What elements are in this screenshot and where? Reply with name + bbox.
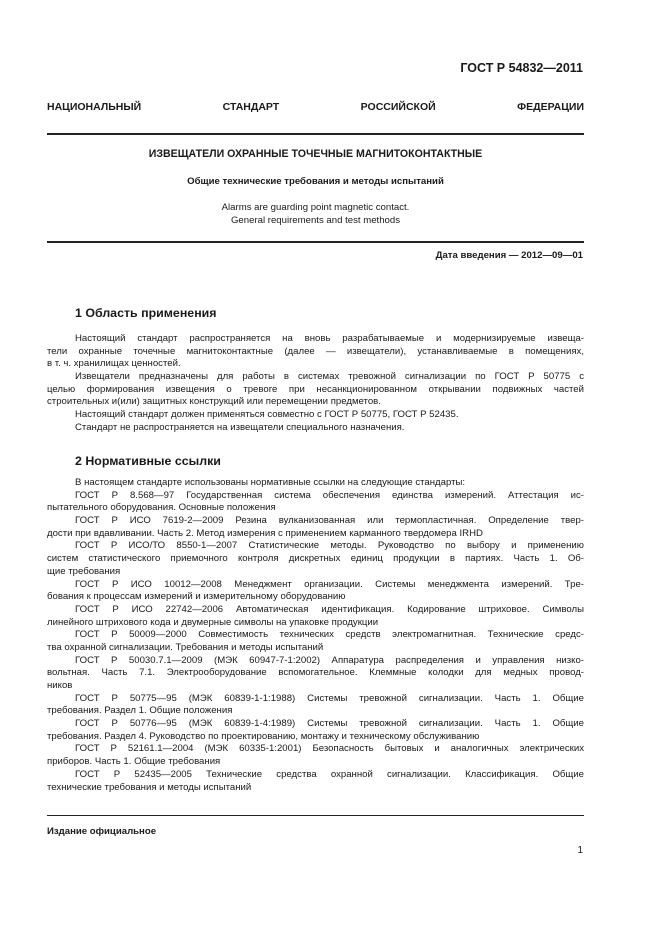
- paragraph-line: В настоящем стандарте использованы нормативные ссылки на следующие стандарты:: [75, 477, 466, 488]
- document-number: ГОСТ Р 54832—2011: [460, 61, 583, 75]
- reference-line: щие требования: [47, 565, 121, 577]
- reference-line: ГОСТ Р ИСО 10012—2008 Менеджмент организации. Системы менеджмента измерений. Тре-: [75, 578, 584, 590]
- reference-line: ников: [47, 680, 73, 691]
- reference-line: ГОСТ Р 50776—95 (МЭК 60839-1-4:1989) Системы тревожной сигнализации. Часть 1. Общие: [75, 718, 584, 730]
- reference-line: тва охранной сигнализации. Требования и методы испытаний: [47, 641, 324, 653]
- section-2-heading: 2 Нормативные ссылки: [75, 454, 221, 468]
- paragraph-line: тели охранные точечные магнитоконтактные (далее — извещатели), устанавливаемые в помещениях,: [47, 345, 584, 357]
- reference-line: ГОСТ Р 50030.7.1—2009 (МЭК 60947-7-1:2002) Аппаратура распределения и управления низко-: [75, 654, 584, 666]
- section-2-body: [47, 477, 584, 794]
- english-title-line-1: Alarms are guarding point magnetic contact.: [221, 202, 410, 213]
- reference-line: приборов. Часть 1. Общие требования: [47, 756, 221, 768]
- paragraph-line: целью формирования извещения о тревоге при несанкционированном открывании подвижных частей: [47, 383, 584, 395]
- reference-line: требования. Раздел 1. Общие положения: [47, 705, 233, 717]
- reference-line: пытательного оборудования. Основные положения: [47, 502, 276, 514]
- header-rule: [47, 133, 584, 135]
- reference-line: ГОСТ Р 8.568—97 Государственная система обеспечения единства измерений. Аттестация ис-: [75, 489, 584, 501]
- paragraph-line: Извещатели предназначены для работы в системах тревожной сигнализации по ГОСТ Р 50775 с: [75, 371, 584, 383]
- paragraph-line: Настоящий стандарт должен применяться совместно с ГОСТ Р 50775, ГОСТ Р 52435.: [75, 409, 459, 421]
- paragraph-line: Стандарт не распространяется на извещатели специального назначения.: [75, 421, 405, 433]
- reference-line: ГОСТ Р ИСО 22742—2006 Автоматическая идентификация. Кодирование штриховое. Символы: [75, 603, 584, 615]
- reference-line: дости при вдавливании. Часть 2. Метод измерения с применением карманного твердомера IRHD: [47, 527, 483, 539]
- official-edition-label: Издание официальное: [47, 826, 157, 837]
- paragraph-line: строительных и(или) защитных конструкций или перемещении предметов.: [47, 396, 381, 408]
- reference-line: линейного штрихового кода и двумерные символы на упаковке продукции: [47, 616, 379, 628]
- reference-line: систем статистического приемочного контроля дискретных единиц продукции в партиях. Часть 1. Об-: [47, 553, 584, 565]
- reference-line: ГОСТ Р 52161.1—2004 (МЭК 60335-1:2001) Безопасность бытовых и аналогичных электрических: [75, 743, 584, 755]
- reference-line: ГОСТ Р 50775—95 (МЭК 60839-1-1:1988) Системы тревожной сигнализации. Часть 1. Общие: [75, 692, 584, 704]
- reference-line: бования к процессам измерений и измерительному оборудованию: [47, 591, 346, 603]
- reference-line: ГОСТ Р 50009—2000 Совместимость технических средств электромагнитная. Технические средс-: [75, 629, 584, 641]
- reference-line: ГОСТ Р ИСО 7619-2—2009 Резина вулканизованная или термопластичная. Определение твер-: [75, 515, 584, 527]
- reference-line: технические требования и методы испытаний: [47, 781, 252, 793]
- introduction-date: Дата введения — 2012—09—01: [435, 250, 583, 261]
- reference-line: ГОСТ Р 52435—2005 Технические средства охранной сигнализации. Классификация. Общие: [75, 768, 584, 780]
- national-standard-banner: НАЦИОНАЛЬНЫЙ СТАНДАРТ РОССИЙСКОЙ ФЕДЕРАЦИИ: [47, 101, 584, 113]
- page-number: 1: [577, 845, 583, 856]
- reference-line: ГОСТ Р ИСО/ТО 8550-1—2007 Статистические методы. Руководство по выбору и применению: [75, 540, 584, 552]
- paragraph-line: в т. ч. хранилищах ценностей.: [47, 358, 181, 370]
- document-subtitle: Общие технические требования и методы испытаний: [187, 176, 444, 187]
- paragraph-line: Настоящий стандарт распространяется на вновь разрабатываемые и модернизируемые извеща-: [75, 333, 584, 344]
- document-title: ИЗВЕЩАТЕЛИ ОХРАННЫЕ ТОЧЕЧНЫЕ МАГНИТОКОНТАКТНЫЕ: [148, 148, 483, 160]
- title-rule: [47, 241, 584, 243]
- footer-rule: [47, 815, 584, 816]
- section-1-heading: 1 Область применения: [75, 306, 217, 320]
- reference-line: вольтная. Часть 7.1. Электрооборудование вспомогательное. Клеммные колодки для медных провод-: [47, 667, 584, 679]
- english-title-line-2: General requirements and test methods: [230, 215, 401, 226]
- reference-line: требования. Раздел 4. Руководство по проектированию, монтажу и техническому обслуживанию: [47, 730, 480, 742]
- english-title: [47, 201, 584, 227]
- section-1-body: [47, 333, 584, 435]
